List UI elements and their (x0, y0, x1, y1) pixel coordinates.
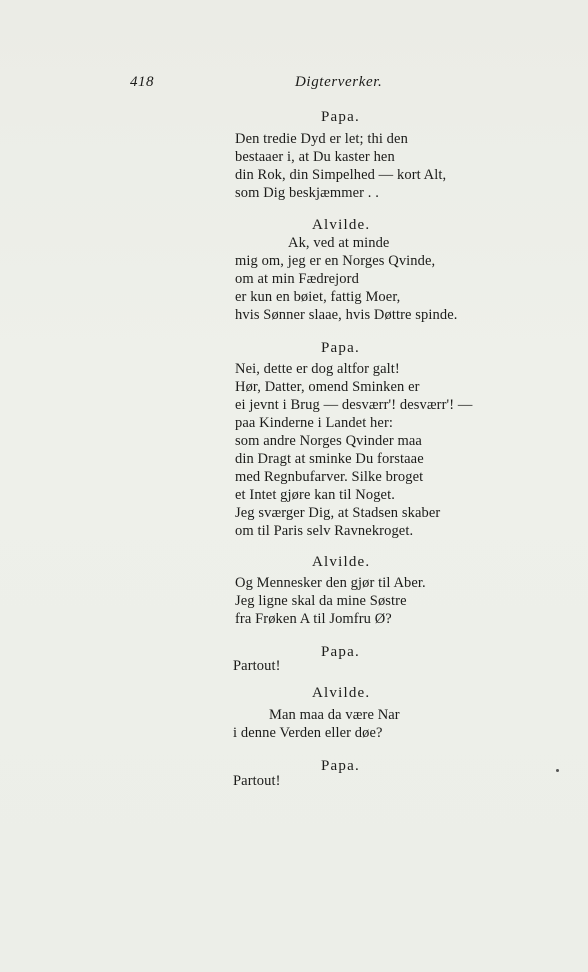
verse-line: Ak, ved at minde (288, 235, 390, 251)
page-number: 418 (130, 74, 154, 90)
page-header (0, 74, 588, 94)
speaker-alvilde: Alvilde. (312, 554, 371, 570)
verse-line: paa Kinderne i Landet her: (235, 415, 394, 431)
speaker-papa: Papa. (321, 758, 360, 774)
running-title: Digterverker. (295, 74, 383, 90)
verse-line: Partout! (233, 773, 281, 789)
verse-line: som andre Norges Qvinder maa (235, 433, 422, 449)
verse-line: ei jevnt i Brug — desværr'! desværr'! — (235, 397, 473, 413)
verse-line: fra Frøken A til Jomfru Ø? (235, 611, 392, 627)
verse-line: Og Mennesker den gjør til Aber. (235, 575, 426, 591)
verse-line: Den tredie Dyd er let; thi den (235, 131, 408, 147)
speaker-papa: Papa. (321, 109, 360, 125)
verse-line: bestaaer i, at Du kaster hen (235, 149, 395, 165)
verse-line: Jeg sværger Dig, at Stadsen skaber (235, 505, 441, 521)
verse-line: Jeg ligne skal da mine Søstre (235, 593, 407, 609)
verse-line: din Dragt at sminke Du forstaae (235, 451, 424, 467)
verse-line: Partout! (233, 658, 281, 674)
verse-line: om at min Fædrejord (235, 271, 359, 287)
verse-line: Hør, Datter, omend Sminken er (235, 379, 420, 395)
verse-line: mig om, jeg er en Norges Qvinde, (235, 253, 436, 269)
verse-line: i denne Verden eller døe? (233, 725, 383, 741)
verse-line: med Regnbufarver. Silke broget (235, 469, 424, 485)
speaker-papa: Papa. (321, 644, 360, 660)
verse-line: din Rok, din Simpelhed — kort Alt, (235, 167, 447, 183)
speaker-alvilde: Alvilde. (312, 685, 371, 701)
verse-line: Man maa da være Nar (269, 707, 400, 723)
ink-speck (556, 769, 559, 772)
verse-line: Nei, dette er dog altfor galt! (235, 361, 400, 377)
verse-line: et Intet gjøre kan til Noget. (235, 487, 395, 503)
verse-line: er kun en bøiet, fattig Moer, (235, 289, 401, 305)
speaker-papa: Papa. (321, 340, 360, 356)
speaker-alvilde: Alvilde. (312, 217, 371, 233)
verse-line: om til Paris selv Ravnekroget. (235, 523, 414, 539)
verse-line: som Dig beskjæmmer . . (235, 185, 379, 201)
verse-line: hvis Sønner slaae, hvis Døttre spinde. (235, 307, 458, 323)
